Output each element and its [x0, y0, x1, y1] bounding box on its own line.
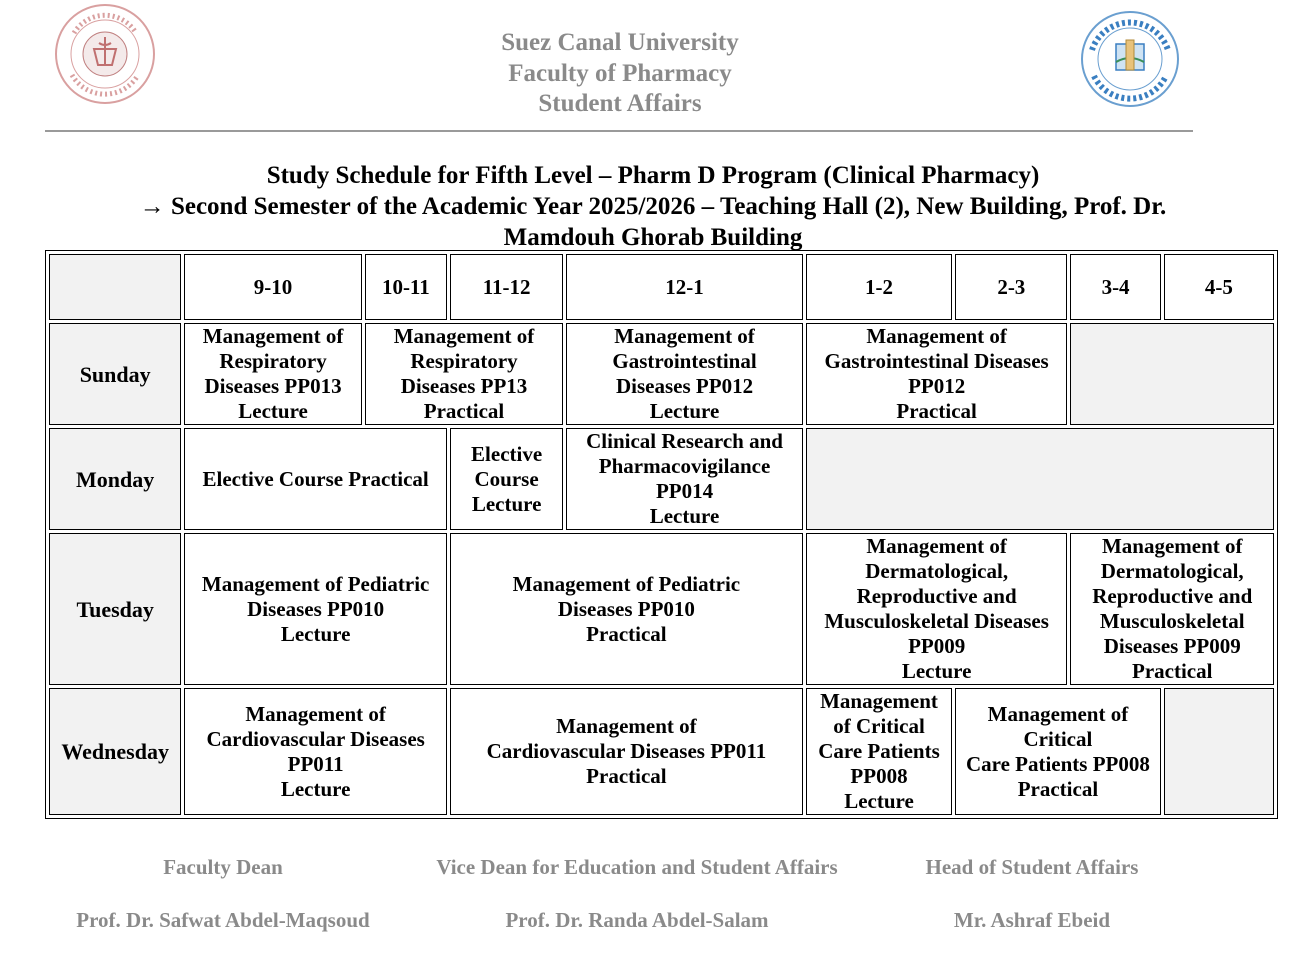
day-row-monday: [49, 428, 1274, 530]
schedule-title: [40, 160, 1266, 253]
day-row-tuesday: [49, 533, 1274, 685]
header-divider: [45, 130, 1193, 132]
class-line: PP012: [908, 374, 966, 398]
class-line: Critical: [1023, 726, 1093, 751]
class-line: Elective: [471, 441, 543, 466]
naqaae-accreditation-seal-icon: [54, 3, 156, 105]
dean-name: Prof. Dr. Safwat Abdel-Maqsoud: [76, 908, 370, 932]
schedule-table: [45, 250, 1278, 819]
class-cell: [806, 688, 952, 815]
class-line: Management of: [987, 701, 1129, 726]
class-line: Gastrointestinal: [612, 349, 757, 373]
university-heading: [420, 28, 820, 120]
class-line: Musculoskeletal Diseases: [824, 609, 1049, 633]
class-cell: [450, 533, 803, 685]
class-line: Management of: [393, 324, 535, 348]
class-line: Practical: [1017, 776, 1099, 801]
class-line: Dermatological,: [1100, 559, 1244, 583]
class-line: Management of: [556, 714, 697, 738]
class-line: Management of: [1101, 534, 1243, 558]
slot-header: 4-5: [1164, 254, 1274, 320]
page-header: [0, 0, 1306, 135]
class-cell: [184, 428, 447, 530]
header-row: [49, 254, 1274, 320]
day-row-sunday: [49, 323, 1274, 425]
class-line: Management of: [202, 324, 344, 348]
class-line: Diseases PP010: [247, 596, 385, 621]
class-line: Care Patients: [818, 739, 940, 763]
slot-header: 9-10: [184, 254, 361, 320]
slot-header: 12-1: [566, 254, 803, 320]
class-line: PP009: [908, 634, 966, 658]
class-cell: [184, 688, 447, 815]
class-line: Management of Pediatric: [201, 571, 430, 596]
slot-header: 11-12: [450, 254, 563, 320]
class-line: Reproductive and: [856, 584, 1017, 608]
class-line: PP014: [655, 479, 714, 503]
class-line: Management of: [614, 324, 755, 348]
class-cell: [566, 428, 803, 530]
class-line: Reproductive and: [1092, 584, 1253, 608]
day-label: Wednesday: [49, 688, 181, 815]
day-row-wednesday: [49, 688, 1274, 815]
class-line: Lecture: [471, 491, 542, 516]
class-line: Respiratory: [219, 349, 327, 373]
class-line: Cardiovascular Diseases: [206, 726, 425, 751]
class-line: Diseases PP009: [1103, 634, 1241, 658]
class-line: Management: [820, 689, 938, 713]
vice-dean-name: Prof. Dr. Randa Abdel-Salam: [505, 908, 769, 932]
class-line: Diseases PP13: [400, 374, 528, 398]
suez-canal-university-logo-icon: [1080, 10, 1180, 108]
class-cell: [1070, 533, 1274, 685]
title-line-2: → Second Semester of the Academic Year 2025/2026 – Teaching Hall (2), New Building, Prof. Dr.: [139, 193, 1167, 220]
class-line: PP008: [850, 764, 908, 788]
class-line: Practical: [586, 621, 667, 646]
class-line: Lecture: [280, 776, 351, 801]
class-line: Pharmacovigilance: [598, 454, 771, 478]
corner-cell: [49, 254, 181, 320]
faculty-name: Faculty of Pharmacy: [508, 59, 732, 87]
university-name: Suez Canal University: [501, 29, 739, 56]
slot-header: 3-4: [1070, 254, 1160, 320]
dean-title: Faculty Dean: [163, 855, 283, 879]
class-cell: [806, 533, 1068, 685]
head-of-affairs-title: Head of Student Affairs: [925, 855, 1139, 879]
class-line: Management of: [866, 324, 1007, 348]
head-of-affairs-name: Mr. Ashraf Ebeid: [953, 908, 1111, 932]
class-line: Cardiovascular Diseases PP011: [486, 739, 767, 763]
empty-cell: [1164, 688, 1274, 815]
class-line: Diseases PP012: [616, 374, 754, 398]
class-line: Lecture: [238, 399, 308, 423]
class-cell: [450, 688, 803, 815]
slot-header: 1-2: [806, 254, 952, 320]
class-line: Clinical Research and: [586, 429, 783, 453]
slot-header: 10-11: [365, 254, 447, 320]
vice-dean-title: Vice Dean for Education and Student Affairs: [436, 855, 838, 879]
class-line: Practical: [586, 764, 667, 788]
empty-cell: [806, 428, 1274, 530]
class-line: PP011: [287, 751, 344, 776]
class-cell: [566, 323, 803, 425]
class-cell: [365, 323, 563, 425]
class-line: Diseases PP013: [204, 374, 342, 398]
class-line: Management of: [245, 701, 386, 726]
class-line: Lecture: [901, 659, 972, 683]
class-line: Practical: [896, 399, 977, 423]
class-line: Lecture: [649, 399, 720, 423]
class-line: Management of: [866, 534, 1007, 558]
class-line: of Critical: [833, 714, 925, 738]
class-line: Lecture: [280, 621, 351, 646]
class-line: Lecture: [844, 789, 914, 813]
class-cell: [184, 533, 447, 685]
class-line: Gastrointestinal Diseases: [824, 349, 1049, 373]
class-line: Management of Pediatric: [512, 571, 741, 596]
class-line: Respiratory: [410, 349, 518, 373]
day-label: Monday: [49, 428, 181, 530]
title-line-3: Mamdouh Ghorab Building: [503, 224, 803, 251]
slot-header: 2-3: [955, 254, 1067, 320]
class-line: Dermatological,: [865, 559, 1009, 583]
class-cell: [806, 323, 1068, 425]
day-label: Sunday: [49, 323, 181, 425]
day-label: Tuesday: [49, 533, 181, 685]
class-cell: [184, 323, 361, 425]
class-line: Practical: [423, 399, 505, 423]
department-name: Student Affairs: [538, 90, 702, 117]
class-cell: [450, 428, 563, 530]
empty-cell: [1070, 323, 1274, 425]
title-line-1: Study Schedule for Fifth Level – Pharm D Program (Clinical Pharmacy): [266, 162, 1040, 189]
class-line: Lecture: [649, 504, 720, 528]
class-line: Care Patients PP008: [965, 751, 1150, 776]
class-line: Elective Course Practical: [202, 466, 429, 491]
class-line: Practical: [1132, 659, 1213, 683]
class-line: Diseases PP010: [557, 596, 695, 621]
class-line: Musculoskeletal: [1099, 609, 1245, 633]
class-cell: [955, 688, 1160, 815]
class-line: Course: [474, 466, 539, 491]
